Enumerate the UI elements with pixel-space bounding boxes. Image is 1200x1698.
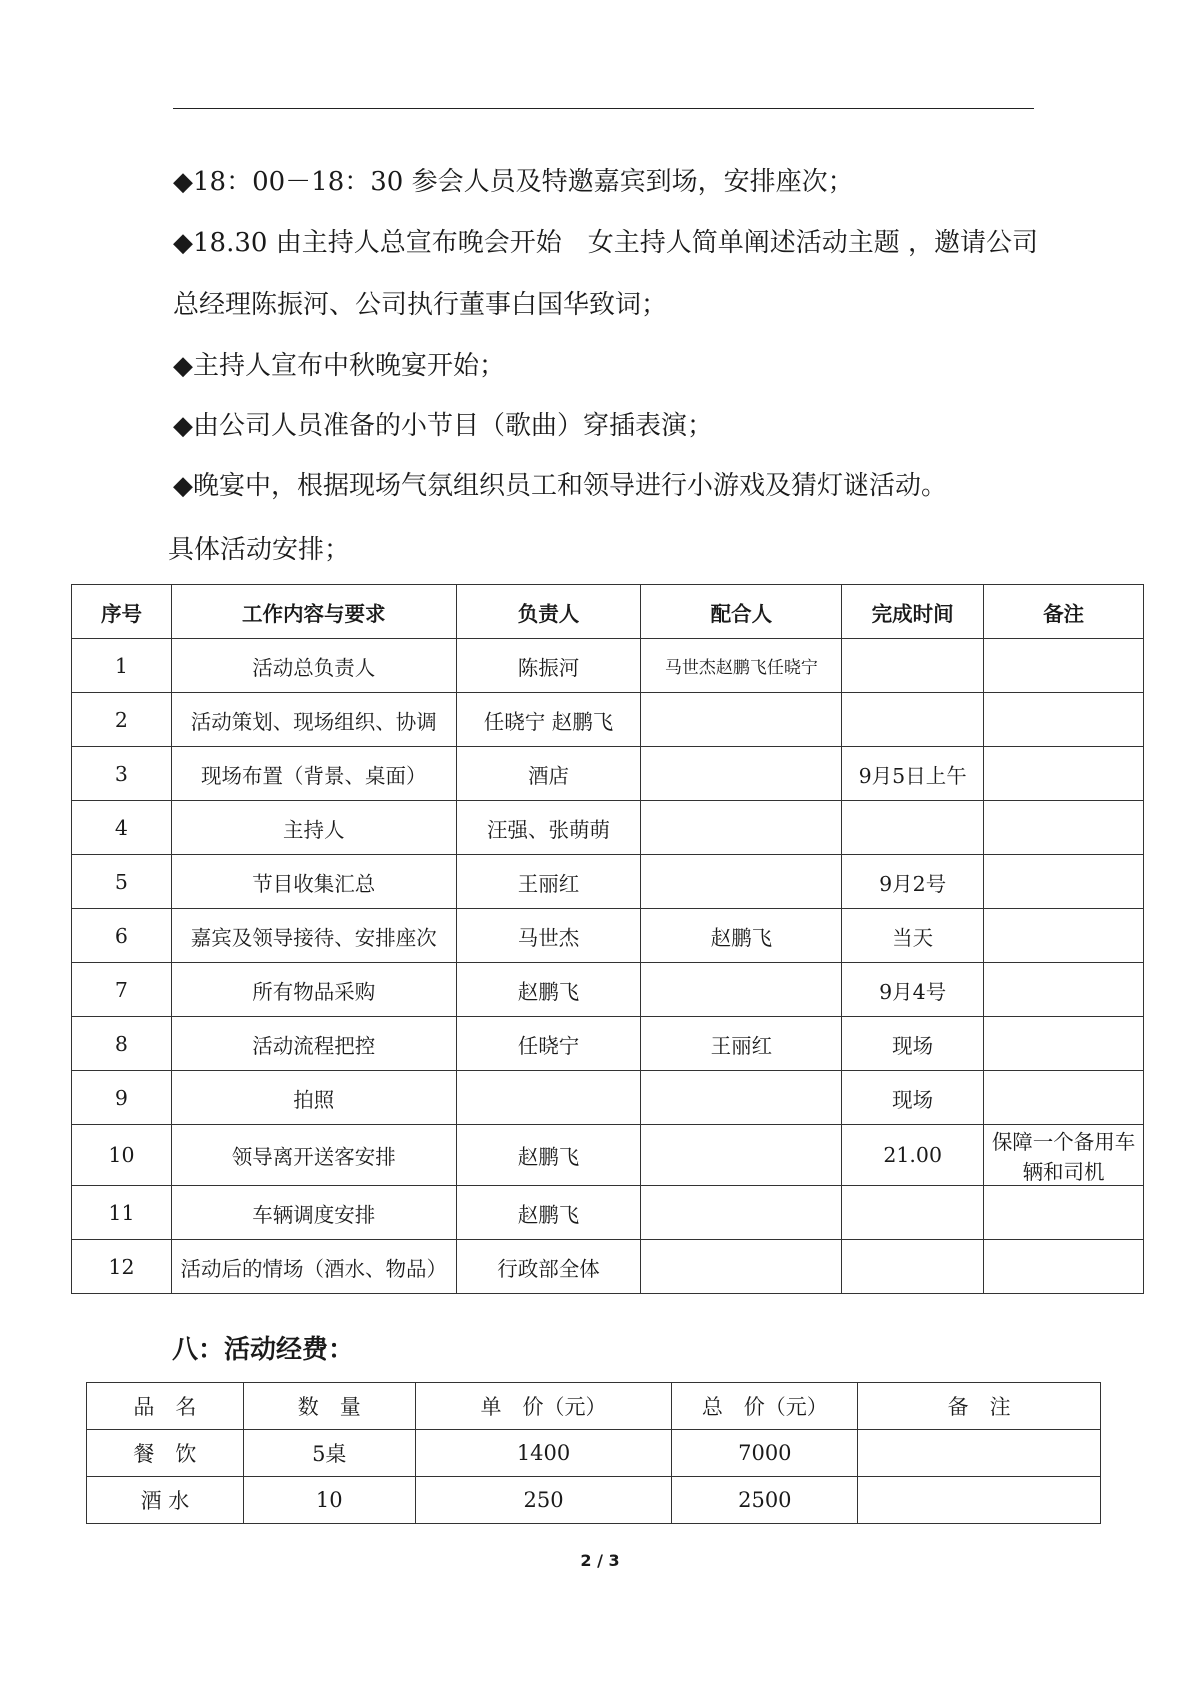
table-cell: 8 <box>72 1017 172 1071</box>
bullet-item: ◆18：00－18：30 参会人员及特邀嘉宾到场，安排座次； <box>173 167 854 197</box>
table-cell: 5桌 <box>243 1430 415 1477</box>
header-cell: 工作内容与要求 <box>171 585 456 639</box>
table-cell <box>456 1071 641 1125</box>
bullet-item: ◆晚宴中，根据现场气氛组织员工和领导进行小游戏及猜灯谜活动。 <box>173 471 947 501</box>
header-cell: 备 注 <box>858 1383 1101 1430</box>
table-cell: 赵鹏飞 <box>456 1186 641 1240</box>
table-cell: 7 <box>72 963 172 1017</box>
table-cell: 9 <box>72 1071 172 1125</box>
table-cell <box>984 1071 1144 1125</box>
table-cell: 拍照 <box>171 1071 456 1125</box>
table-cell: 现场布置（背景、桌面） <box>171 747 456 801</box>
table-row <box>72 747 1144 801</box>
table-cell <box>984 693 1144 747</box>
table-cell: 250 <box>415 1477 672 1524</box>
table-cell: 陈振河 <box>456 639 641 693</box>
header-cell: 备注 <box>984 585 1144 639</box>
table-cell: 2500 <box>672 1477 858 1524</box>
table-cell: 活动策划、现场组织、协调 <box>171 693 456 747</box>
header-cell: 配合人 <box>641 585 842 639</box>
table-cell <box>984 801 1144 855</box>
table-row <box>87 1477 1101 1524</box>
table-cell <box>842 693 984 747</box>
table-cell: 活动流程把控 <box>171 1017 456 1071</box>
table-cell: 10 <box>243 1477 415 1524</box>
table-cell: 任晓宁 <box>456 1017 641 1071</box>
header-rule <box>173 108 1034 109</box>
header-cell: 单 价（元） <box>415 1383 672 1430</box>
table-row <box>72 963 1144 1017</box>
table-cell: 餐 饮 <box>87 1430 244 1477</box>
table-cell: 汪强、张萌萌 <box>456 801 641 855</box>
table-cell <box>984 639 1144 693</box>
table-row <box>72 801 1144 855</box>
schedule-heading: 具体活动安排； <box>168 535 351 565</box>
table-cell <box>641 1240 842 1294</box>
table-row <box>72 1240 1144 1294</box>
table-cell <box>984 747 1144 801</box>
table-cell <box>641 1186 842 1240</box>
table-cell: 马世杰 <box>456 909 641 963</box>
table-cell: 活动总负责人 <box>171 639 456 693</box>
table-row <box>72 693 1144 747</box>
table-cell: 赵鹏飞 <box>456 963 641 1017</box>
table-cell <box>641 693 842 747</box>
bullet-list <box>173 152 1043 516</box>
section-8-heading: 八：活动经费： <box>172 1335 355 1365</box>
table-cell <box>842 1186 984 1240</box>
bullet-item: ◆18.30 由主持人总宣布晚会开始 女主持人简单阐述活动主题 ，邀请公司总经理陈振河、公司执行董事白国华致词； <box>173 228 1038 320</box>
table-cell <box>842 1240 984 1294</box>
bullet-item: ◆主持人宣布中秋晚宴开始； <box>173 351 505 381</box>
header-cell: 序号 <box>72 585 172 639</box>
table-cell <box>984 855 1144 909</box>
table-cell: 9月5日上午 <box>842 747 984 801</box>
table-cell: 当天 <box>842 909 984 963</box>
table-cell: 主持人 <box>171 801 456 855</box>
table-row <box>72 639 1144 693</box>
table-cell: 酒店 <box>456 747 641 801</box>
table-row <box>72 1186 1144 1240</box>
table-cell: 任晓宁 赵鹏飞 <box>456 693 641 747</box>
table-cell <box>842 639 984 693</box>
bullet-item: ◆由公司人员准备的小节目（歌曲）穿插表演； <box>173 411 713 441</box>
table-cell <box>641 855 842 909</box>
budget-table <box>86 1382 1101 1524</box>
table-cell <box>842 801 984 855</box>
table-cell: 车辆调度安排 <box>171 1186 456 1240</box>
table-cell: 现场 <box>842 1071 984 1125</box>
table-cell <box>858 1477 1101 1524</box>
schedule-table <box>71 584 1144 1294</box>
table-cell: 现场 <box>842 1017 984 1071</box>
header-cell: 完成时间 <box>842 585 984 639</box>
table-cell: 7000 <box>672 1430 858 1477</box>
table-row <box>72 1071 1144 1125</box>
table-cell <box>641 801 842 855</box>
table-cell: 活动后的情场（酒水、物品） <box>171 1240 456 1294</box>
page-indicator: 2 / 3 <box>580 1551 620 1570</box>
table-cell: 王丽红 <box>456 855 641 909</box>
table-cell: 行政部全体 <box>456 1240 641 1294</box>
table-cell: 9月4号 <box>842 963 984 1017</box>
table-cell: 1400 <box>415 1430 672 1477</box>
table-cell: 2 <box>72 693 172 747</box>
budget-header-row <box>87 1383 1101 1430</box>
table-cell <box>984 963 1144 1017</box>
table-cell: 赵鹏飞 <box>456 1125 641 1186</box>
table-cell <box>641 1071 842 1125</box>
table-row <box>87 1430 1101 1477</box>
header-cell: 数 量 <box>243 1383 415 1430</box>
table-cell: 5 <box>72 855 172 909</box>
table-cell: 马世杰赵鹏飞任晓宁 <box>641 639 842 693</box>
table-cell <box>984 1186 1144 1240</box>
table-cell <box>858 1430 1101 1477</box>
table-cell: 11 <box>72 1186 172 1240</box>
table-cell: 6 <box>72 909 172 963</box>
table-cell <box>641 1125 842 1186</box>
table-cell: 所有物品采购 <box>171 963 456 1017</box>
table-cell <box>984 1240 1144 1294</box>
table-cell: 领导离开送客安排 <box>171 1125 456 1186</box>
table-cell: 4 <box>72 801 172 855</box>
table-cell: 1 <box>72 639 172 693</box>
header-cell: 总 价（元） <box>672 1383 858 1430</box>
table-row <box>72 1017 1144 1071</box>
table-cell: 10 <box>72 1125 172 1186</box>
header-cell: 品 名 <box>87 1383 244 1430</box>
table-row <box>72 909 1144 963</box>
table-cell: 酒 水 <box>87 1477 244 1524</box>
table-cell: 21.00 <box>842 1125 984 1186</box>
table-row <box>72 855 1144 909</box>
header-cell: 负责人 <box>456 585 641 639</box>
table-cell: 保障一个备用车辆和司机 <box>984 1125 1144 1186</box>
table-cell <box>984 1017 1144 1071</box>
table-cell: 节目收集汇总 <box>171 855 456 909</box>
table-cell: 嘉宾及领导接待、安排座次 <box>171 909 456 963</box>
table-cell: 赵鹏飞 <box>641 909 842 963</box>
table-cell: 王丽红 <box>641 1017 842 1071</box>
table-cell <box>984 909 1144 963</box>
table-row <box>72 1125 1144 1186</box>
table-cell: 9月2号 <box>842 855 984 909</box>
table-cell <box>641 963 842 1017</box>
table-cell: 12 <box>72 1240 172 1294</box>
table-cell <box>641 747 842 801</box>
schedule-header-row <box>72 585 1144 639</box>
table-cell: 3 <box>72 747 172 801</box>
